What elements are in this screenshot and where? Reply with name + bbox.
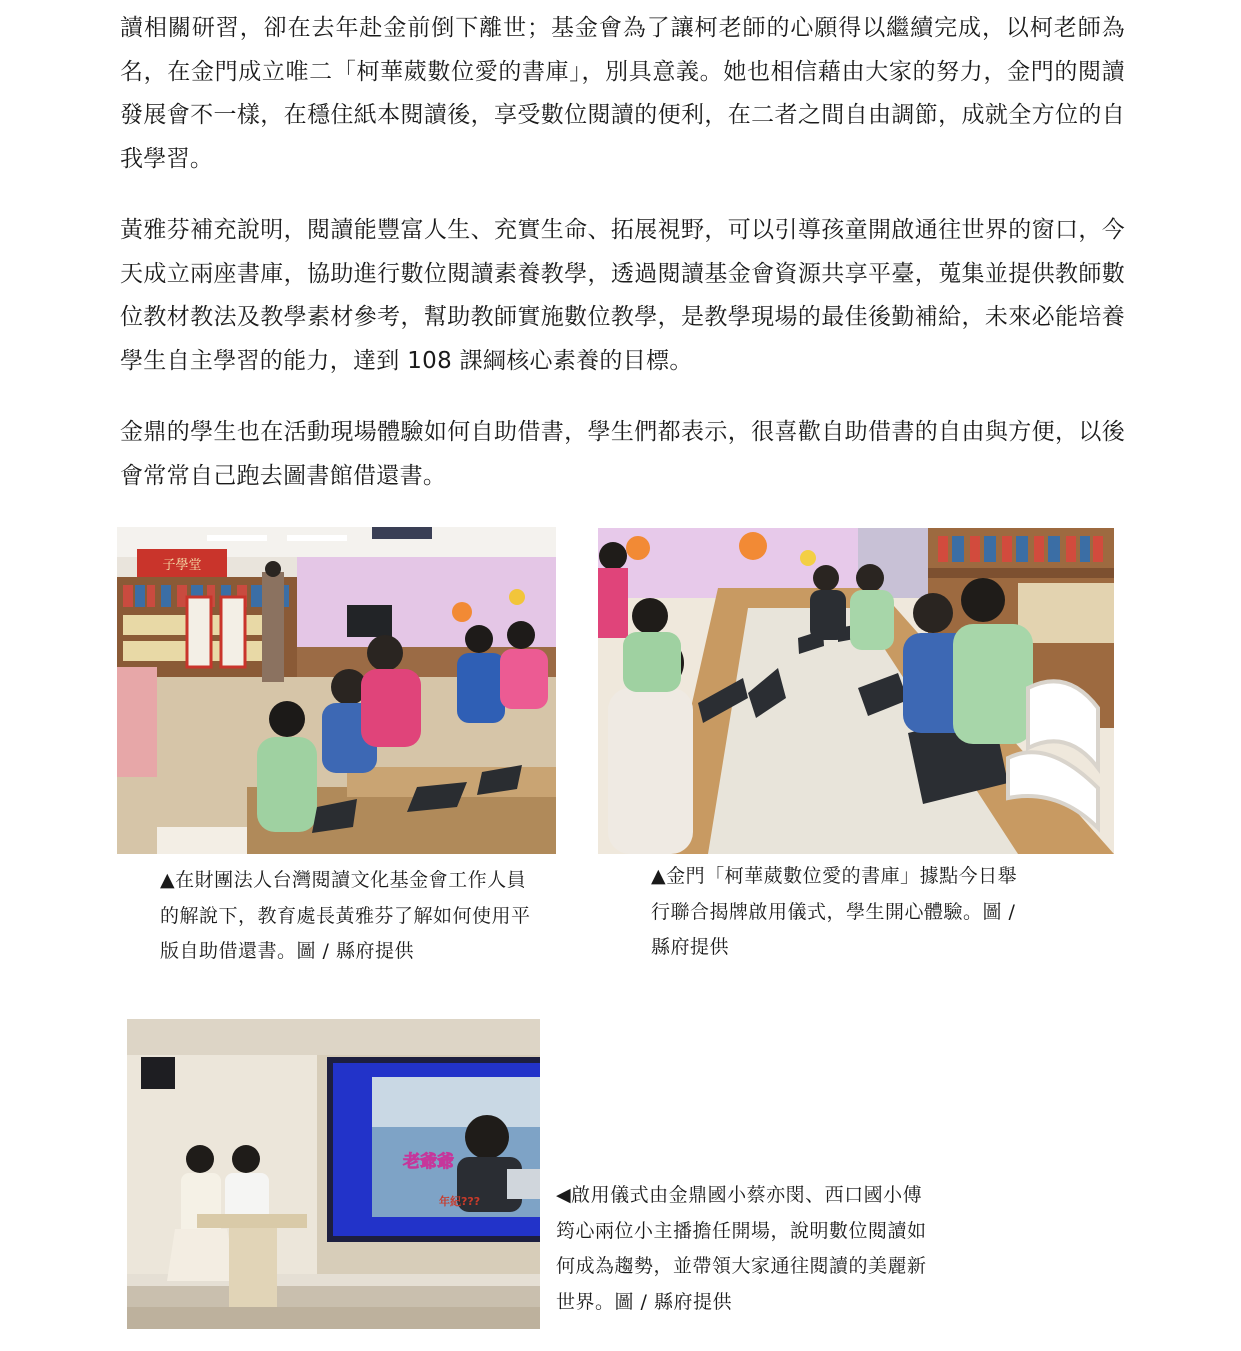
photo-students-tablet-reading-illustration (598, 528, 1114, 854)
photo-caption-1: ▲在財團法人台灣閱讀文化基金會工作人員的解說下，教育處長黃雅芬了解如何使用平版自助借還書。圖 / 縣府提供 (160, 869, 531, 962)
screen-title-text: 老爺爺 (403, 1152, 454, 1172)
photo-library-tablet-demo-illustration (117, 527, 556, 854)
photo-students-tablet-reading (598, 528, 1114, 854)
photo-caption-3: ◀啟用儀式由金鼎國小蔡亦閔、西口國小傅筠心兩位小主播擔任開場，說明數位閱讀如何成為趨勢，並帶領大家通往閱讀的美麗新世界。圖 / 縣府提供 (556, 1184, 927, 1313)
article-paragraph-1: 讀相關研習，卻在去年赴金前倒下離世；基金會為了讓柯老師的心願得以繼續完成，以柯老師為名，在金門成立唯二「柯華葳數位愛的書庫」，別具意義。她也相信藉由大家的努力，金門的閱讀發展會不一樣，在穩住紙本閱讀後，享受數位閱讀的便利，在二者之間自由調節，成就全方位的自我學習。 (120, 15, 1125, 172)
signboard-text: 子學堂 (162, 558, 202, 573)
photo-student-hosts-ceremony (127, 1019, 540, 1329)
article-paragraph-3: 金鼎的學生也在活動現場體驗如何自助借書，學生們都表示，很喜歡自助借書的自由與方便，以後會常常自己跑去圖書館借還書。 (120, 419, 1125, 489)
photo-library-tablet-demo (117, 527, 556, 854)
photo-caption-2: ▲金門「柯華葳數位愛的書庫」據點今日舉行聯合揭牌啟用儀式，學生開心體驗。圖 / 縣府提供 (651, 865, 1018, 958)
screen-subtitle-text: 年紀??? (439, 1195, 481, 1208)
photo-student-hosts-ceremony-illustration (127, 1019, 540, 1329)
article-paragraph-2: 黃雅芬補充說明，閱讀能豐富人生、充實生命、拓展視野，可以引導孩童開啟通往世界的窗口，今天成立兩座書庫，協助進行數位閱讀素養教學，透過閱讀基金會資源共享平臺，蒐集並提供教師數位教材教法及教學素材參考，幫助教師實施數位教學，是教學現場的最佳後勤補給，未來必能培養學生自主學習的能力，達到 108 課綱核心素養的目標。 (120, 217, 1125, 374)
